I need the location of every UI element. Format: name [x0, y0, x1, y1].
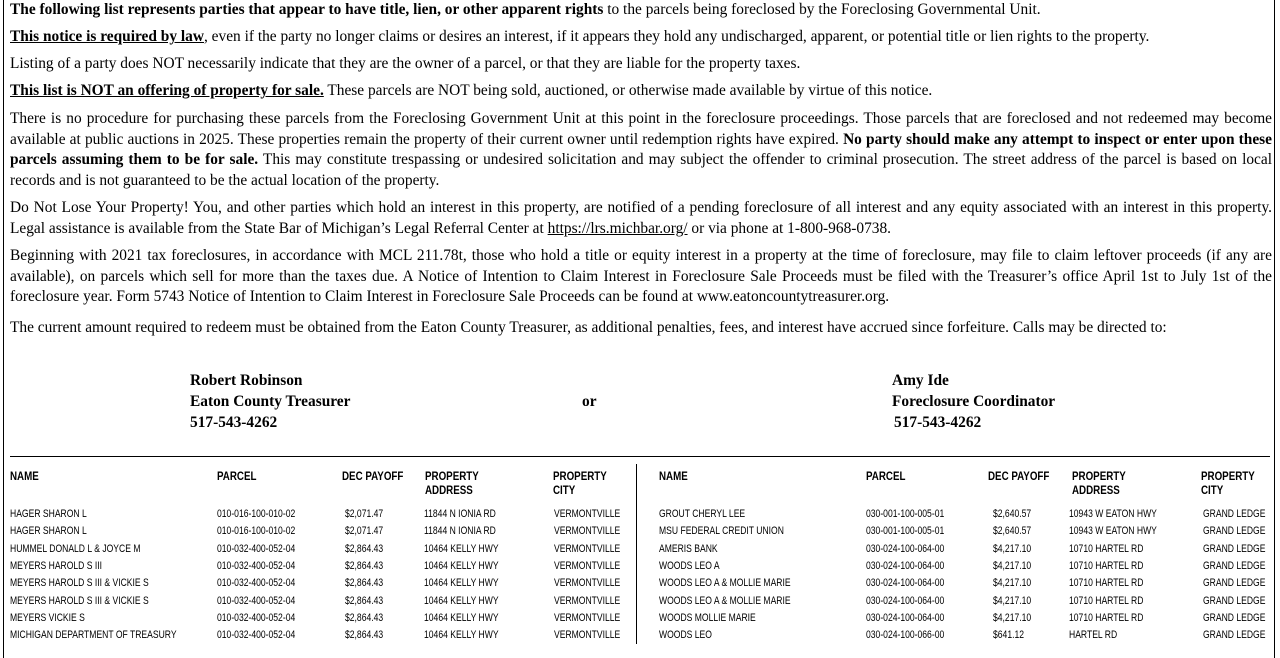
cell-payoff: $641.12: [993, 629, 1025, 642]
header-city-line2: CITY: [553, 485, 576, 497]
notice-paragraph-7: [10, 246, 1272, 308]
contact-phone[interactable]: 517-543-4262: [190, 414, 278, 431]
legal-referral-link[interactable]: https://lrs.michbar.org/: [547, 219, 688, 237]
p3-text: Listing of a party does NOT necessarily indicate that they are the owner of a parcel, or that they are liable for the property taxes.: [10, 55, 801, 72]
cell-parcel: 030-024-100-064-00: [866, 559, 945, 572]
cell-name: MEYERS HAROLD S III & VICKIE S: [10, 594, 149, 607]
header-name: NAME: [659, 471, 688, 483]
p5-text-b: This may constitute trespassing or undesired solicitation and may subject the offender to criminal prosecution. The street address of the parcel is based on local records and is not guaranteed to be the actual location of the property.: [10, 151, 1272, 189]
cell-payoff: $2,864.43: [345, 629, 384, 642]
p6-text-b: or via phone at 1-800-968-0738.: [687, 219, 892, 237]
header-payoff: DEC PAYOFF: [988, 471, 1050, 483]
cell-parcel: 030-024-100-064-00: [866, 611, 945, 624]
cell-city: VERMONTVILLE: [554, 542, 621, 555]
notice-paragraph-8: [10, 318, 1272, 339]
header-payoff: DEC PAYOFF: [342, 471, 404, 483]
contacts-or: or: [582, 393, 597, 410]
p2-text: , even if the party no longer claims or desires an interest, if it appears they hold any undischarged, apparent, or potential title or lien rights to the property.: [203, 28, 1150, 45]
contact-title: Foreclosure Coordinator: [892, 393, 1056, 410]
cell-payoff: $2,864.43: [345, 542, 384, 555]
header-city: [553, 470, 607, 498]
cell-city: GRAND LEDGE: [1203, 508, 1266, 520]
cell-city: GRAND LEDGE: [1203, 559, 1266, 572]
cell-address: 10464 KELLY HWY: [424, 611, 499, 624]
p1-text: to the parcels being foreclosed by the Foreclosing Governmental Unit.: [603, 1, 1041, 18]
cell-city: VERMONTVILLE: [554, 594, 621, 607]
cell-address: 10943 W EATON HWY: [1069, 525, 1157, 538]
cell-city: GRAND LEDGE: [1203, 525, 1266, 538]
notice-paragraph-4: [10, 81, 1272, 102]
cell-address: HARTEL RD: [1069, 629, 1118, 642]
table-top-rule: [10, 456, 1270, 457]
p1-bold: The following list represents parties that appear to have title, lien, or other apparent rights: [10, 1, 604, 18]
cell-payoff: $2,864.43: [345, 577, 384, 590]
contact-title: Eaton County Treasurer: [190, 393, 351, 410]
header-city-line1: PROPERTY: [553, 471, 607, 483]
cell-parcel: 010-032-400-052-04: [217, 542, 296, 555]
header-address: [425, 470, 479, 498]
cell-name: MSU FEDERAL CREDIT UNION: [659, 525, 784, 538]
cell-city: VERMONTVILLE: [554, 629, 621, 642]
header-name: NAME: [10, 471, 39, 483]
p7-text: Beginning with 2021 tax foreclosures, in accordance with MCL 211.78t, those who hold a title or equity interest in a property at the time of foreclosure, may file to claim leftover proceeds (if any are available), on parcels which sell for more than the taxes due. A Notice of Intention to Claim Interest in Foreclosure Sale Proceeds must be filed with the Treasurer’s office April 1st to July 1st of the foreclosure year. Form 5743 Notice of Intention to Claim Interest in Foreclosure Sale Proceeds can be found at www.eatoncountytreasurer.org.: [10, 247, 1272, 305]
column-divider: [636, 464, 637, 644]
cell-city: GRAND LEDGE: [1203, 542, 1266, 555]
cell-name: WOODS LEO A & MOLLIE MARIE: [659, 577, 791, 590]
cell-name: MICHIGAN DEPARTMENT OF TREASURY: [10, 629, 177, 642]
contact-name: Robert Robinson: [190, 372, 303, 389]
cell-address: 10464 KELLY HWY: [424, 559, 499, 572]
header-address-line1: PROPERTY: [1072, 471, 1126, 483]
cell-address: 10464 KELLY HWY: [424, 629, 499, 642]
cell-parcel: 030-001-100-005-01: [866, 525, 945, 538]
cell-payoff: $4,217.10: [993, 542, 1032, 555]
cell-address: 10710 HARTEL RD: [1069, 559, 1144, 572]
cell-address: 10710 HARTEL RD: [1069, 611, 1144, 624]
cell-parcel: 030-001-100-005-01: [866, 508, 945, 520]
p4-bold: This list is NOT an offering of property for sale.: [10, 82, 324, 99]
cell-name: GROUT CHERYL LEE: [659, 508, 746, 520]
p5-bold: No party should make any attempt to inspect or enter upon these parcels assuming them to be for sale.: [10, 130, 1272, 168]
cell-address: 10464 KELLY HWY: [424, 577, 499, 590]
cell-payoff: $2,864.43: [345, 611, 384, 624]
cell-city: VERMONTVILLE: [554, 525, 621, 538]
cell-parcel: 010-032-400-052-04: [217, 594, 296, 607]
notice-paragraph-3: [10, 54, 1272, 75]
cell-address: 11844 N IONIA RD: [424, 525, 496, 538]
header-address-line2: ADDRESS: [425, 485, 473, 497]
cell-name: MEYERS VICKIE S: [10, 611, 85, 624]
cell-payoff: $2,640.57: [993, 525, 1032, 538]
cell-payoff: $2,864.43: [345, 594, 384, 607]
cell-address: 11844 N IONIA RD: [424, 508, 496, 520]
cell-payoff: $2,864.43: [345, 559, 384, 572]
notice-paragraph-1: [10, 0, 1272, 21]
cell-parcel: 010-032-400-052-04: [217, 611, 296, 624]
cell-parcel: 030-024-100-064-00: [866, 542, 945, 555]
cell-parcel: 010-016-100-010-02: [217, 508, 296, 520]
cell-name: WOODS LEO: [659, 629, 712, 642]
cell-payoff: $2,640.57: [993, 508, 1032, 520]
header-address: [1072, 470, 1126, 498]
notice-paragraph-6: [10, 198, 1272, 239]
cell-address: 10710 HARTEL RD: [1069, 577, 1144, 590]
cell-address: 10464 KELLY HWY: [424, 542, 499, 555]
cell-city: GRAND LEDGE: [1203, 611, 1266, 624]
cell-city: VERMONTVILLE: [554, 559, 621, 572]
cell-payoff: $4,217.10: [993, 577, 1032, 590]
cell-parcel: 030-024-100-066-00: [866, 629, 945, 642]
cell-address: 10464 KELLY HWY: [424, 594, 499, 607]
header-address-line2: ADDRESS: [1072, 485, 1120, 497]
header-city-line1: PROPERTY: [1201, 471, 1255, 483]
contacts-block: [0, 370, 1280, 434]
cell-city: VERMONTVILLE: [554, 611, 621, 624]
cell-name: WOODS LEO A: [659, 559, 720, 572]
notice-paragraph-2: [10, 27, 1272, 48]
cell-name: MEYERS HAROLD S III: [10, 559, 103, 572]
cell-name: HAGER SHARON L: [10, 525, 87, 538]
cell-parcel: 030-024-100-064-00: [866, 594, 945, 607]
header-city-line2: CITY: [1201, 485, 1224, 497]
cell-name: WOODS LEO A & MOLLIE MARIE: [659, 594, 791, 607]
cell-address: 10710 HARTEL RD: [1069, 542, 1144, 555]
contact-treasurer: [190, 370, 350, 433]
cell-city: GRAND LEDGE: [1203, 629, 1266, 642]
cell-name: MEYERS HAROLD S III & VICKIE S: [10, 577, 149, 590]
header-parcel: PARCEL: [217, 471, 257, 483]
p4-text: These parcels are NOT being sold, auctioned, or otherwise made available by virtue of this notice.: [323, 82, 933, 99]
notice-paragraph-5: [10, 109, 1272, 191]
cell-payoff: $4,217.10: [993, 559, 1032, 572]
p6-text-a: Do Not Lose Your Property! You, and other parties which hold an interest in this property, are notified of a pending foreclosure of all interest and any equity associated with an interest in this property. Legal assistance is available from the State Bar of Michigan’s Legal Referral Center at: [10, 199, 1272, 237]
cell-parcel: 010-032-400-052-04: [217, 629, 296, 642]
contact-name: Amy Ide: [892, 372, 949, 389]
contact-phone[interactable]: 517-543-4262: [894, 414, 982, 431]
cell-payoff: $2,071.47: [345, 525, 384, 538]
cell-parcel: 010-032-400-052-04: [217, 559, 296, 572]
contact-coordinator: [892, 370, 1055, 433]
cell-name: WOODS MOLLIE MARIE: [659, 611, 756, 624]
cell-payoff: $4,217.10: [993, 611, 1032, 624]
p2-bold: This notice is required by law: [10, 28, 204, 45]
cell-address: 10943 W EATON HWY: [1069, 508, 1157, 520]
cell-parcel: 010-032-400-052-04: [217, 577, 296, 590]
cell-parcel: 030-024-100-064-00: [866, 577, 945, 590]
cell-city: GRAND LEDGE: [1203, 577, 1266, 590]
cell-name: HAGER SHARON L: [10, 508, 87, 520]
cell-city: VERMONTVILLE: [554, 508, 621, 520]
cell-name: AMERIS BANK: [659, 542, 718, 555]
cell-city: VERMONTVILLE: [554, 577, 621, 590]
cell-city: GRAND LEDGE: [1203, 594, 1266, 607]
cell-address: 10710 HARTEL RD: [1069, 594, 1144, 607]
cell-name: HUMMEL DONALD L & JOYCE M: [10, 542, 141, 555]
header-address-line1: PROPERTY: [425, 471, 479, 483]
cell-payoff: $4,217.10: [993, 594, 1032, 607]
header-city: [1201, 470, 1255, 498]
cell-parcel: 010-016-100-010-02: [217, 525, 296, 538]
header-parcel: PARCEL: [866, 471, 906, 483]
p8-text: The current amount required to redeem must be obtained from the Eaton County Treasurer, as additional penalties, fees, and interest have accrued since forfeiture. Calls may be directed to:: [10, 319, 1167, 336]
p5-text-a: There is no procedure for purchasing these parcels from the Foreclosing Government Unit at this point in the foreclosure proceedings. Those parcels that are foreclosed and not redeemed may become available at public auctions in 2025. These properties remain the property of their current owner until redemption rights have expired.: [10, 110, 1272, 148]
cell-payoff: $2,071.47: [345, 508, 384, 520]
